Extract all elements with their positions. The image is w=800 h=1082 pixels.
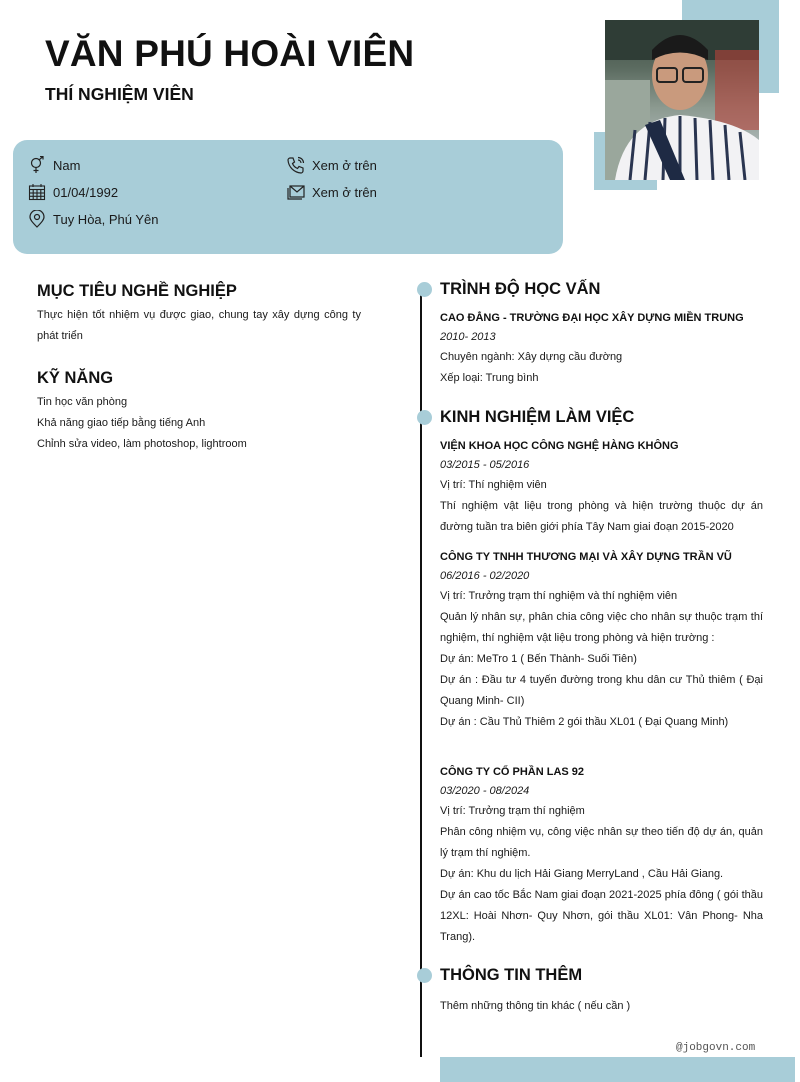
watermark: @jobgovn.com [676,1042,756,1054]
skills-heading: KỸ NĂNG [37,369,114,387]
profile-photo [605,20,759,180]
mail-icon [287,183,305,201]
education-line: Chuyên ngành: Xây dựng cầu đường [440,351,623,363]
experience-period: 03/2020 - 08/2024 [440,785,530,797]
timeline-dot [417,968,432,983]
experience-entry [440,548,763,733]
company-name: CÔNG TY CỔ PHẦN LAS 92 [440,766,585,778]
skill-item: Chỉnh sửa video, làm photoshop, lightroom [37,438,247,450]
additional-entry [440,996,763,1017]
gender-value: Nam [53,157,81,173]
skills-list [37,392,367,455]
experience-entry [440,763,763,948]
experience-line: Dự án: Khu du lịch Hải Giang MerryLand , Cầu Hải Giang. [440,868,724,880]
phone-value: Xem ở trên [312,157,377,173]
experience-line: Vị trí: Thí nghiệm viên [440,479,547,491]
contact-info-panel [13,140,563,254]
experience-entry [440,437,763,538]
contact-gender [28,156,80,174]
company-name: CÔNG TY TNHH THƯƠNG MẠI VÀ XÂY DỰNG TRẦN VŨ [440,551,732,563]
education-line: Xếp loại: Trung bình [440,372,539,384]
phone-icon [287,156,305,174]
calendar-icon [28,183,46,201]
experience-line: Vị trí: Trưởng trạm thí nghiệm [440,805,585,817]
experience-line: Quản lý nhân sự, phân chia công việc cho nhân sự thuộc trạm thí nghiệm, thí nghiệm vật liệu trong phòng và hiện trường : [440,611,763,644]
candidate-name: VĂN PHÚ HOÀI VIÊN [45,33,415,74]
skill-item: Tin học văn phòng [37,396,128,408]
timeline-line [420,292,422,1057]
contact-email [287,183,377,201]
experience-line: Dự án : Đầu tư 4 tuyến đường trong khu dân cư Thủ thiêm ( Đại Quang Minh- CII) [440,674,763,707]
company-name: VIỆN KHOA HỌC CÔNG NGHỆ HÀNG KHÔNG [440,440,679,452]
education-period: 2010- 2013 [440,331,496,343]
objective-text: Thực hiện tốt nhiệm vụ được giao, chung tay xây dựng công ty phát triển [37,309,361,342]
location-pin-icon [28,210,46,228]
contact-address [28,210,159,228]
decorative-block-bottom [440,1057,795,1082]
objective-heading: MỤC TIÊU NGHỀ NGHIỆP [37,282,237,300]
job-title: THÍ NGHIỆM VIÊN [45,84,194,104]
education-entry [440,309,763,389]
birthday-value: 01/04/1992 [53,184,119,200]
school-name: CAO ĐẲNG - TRƯỜNG ĐẠI HỌC XÂY DỰNG MIỀN TRUNG [440,312,744,324]
gender-icon [28,156,46,174]
address-value: Tuy Hòa, Phú Yên [53,211,159,227]
experience-line: Vị trí: Trưởng trạm thí nghiệm và thí nghiệm viên [440,590,678,602]
experience-line: Thí nghiệm vật liệu trong phòng và hiện trường thuộc dự án đường tuần tra biên giới phía Tây Nam giai đoạn 2015-2020 [440,500,763,533]
experience-line: Dự án: MeTro 1 ( Bến Thành- Suối Tiên) [440,653,637,665]
experience-line: Dự án : Cầu Thủ Thiêm 2 gói thầu XL01 ( Đại Quang Minh) [440,716,729,728]
email-value: Xem ở trên [312,184,377,200]
contact-phone [287,156,377,174]
experience-period: 06/2016 - 02/2020 [440,570,530,582]
skill-item: Khả năng giao tiếp bằng tiếng Anh [37,417,206,429]
timeline-dot [417,410,432,425]
timeline-dot [417,282,432,297]
experience-line: Phân công nhiệm vụ, công việc nhân sự theo tiến độ dự án, quản lý trạm thí nghiệm. [440,826,763,859]
experience-heading: KINH NGHIỆM LÀM VIỆC [440,408,635,426]
additional-text: Thêm những thông tin khác ( nếu cần ) [440,1000,631,1012]
education-heading: TRÌNH ĐỘ HỌC VẤN [440,280,601,298]
experience-period: 03/2015 - 05/2016 [440,459,530,471]
experience-line: Dự án cao tốc Bắc Nam giai đoạn 2021-2025 phía đông ( gói thầu 12XL: Hoài Nhơn- Quy Nhơn, gói thầu XL01: Vân Phong- Nha Trang). [440,889,763,943]
additional-heading: THÔNG TIN THÊM [440,966,583,984]
contact-birthday [28,183,118,201]
